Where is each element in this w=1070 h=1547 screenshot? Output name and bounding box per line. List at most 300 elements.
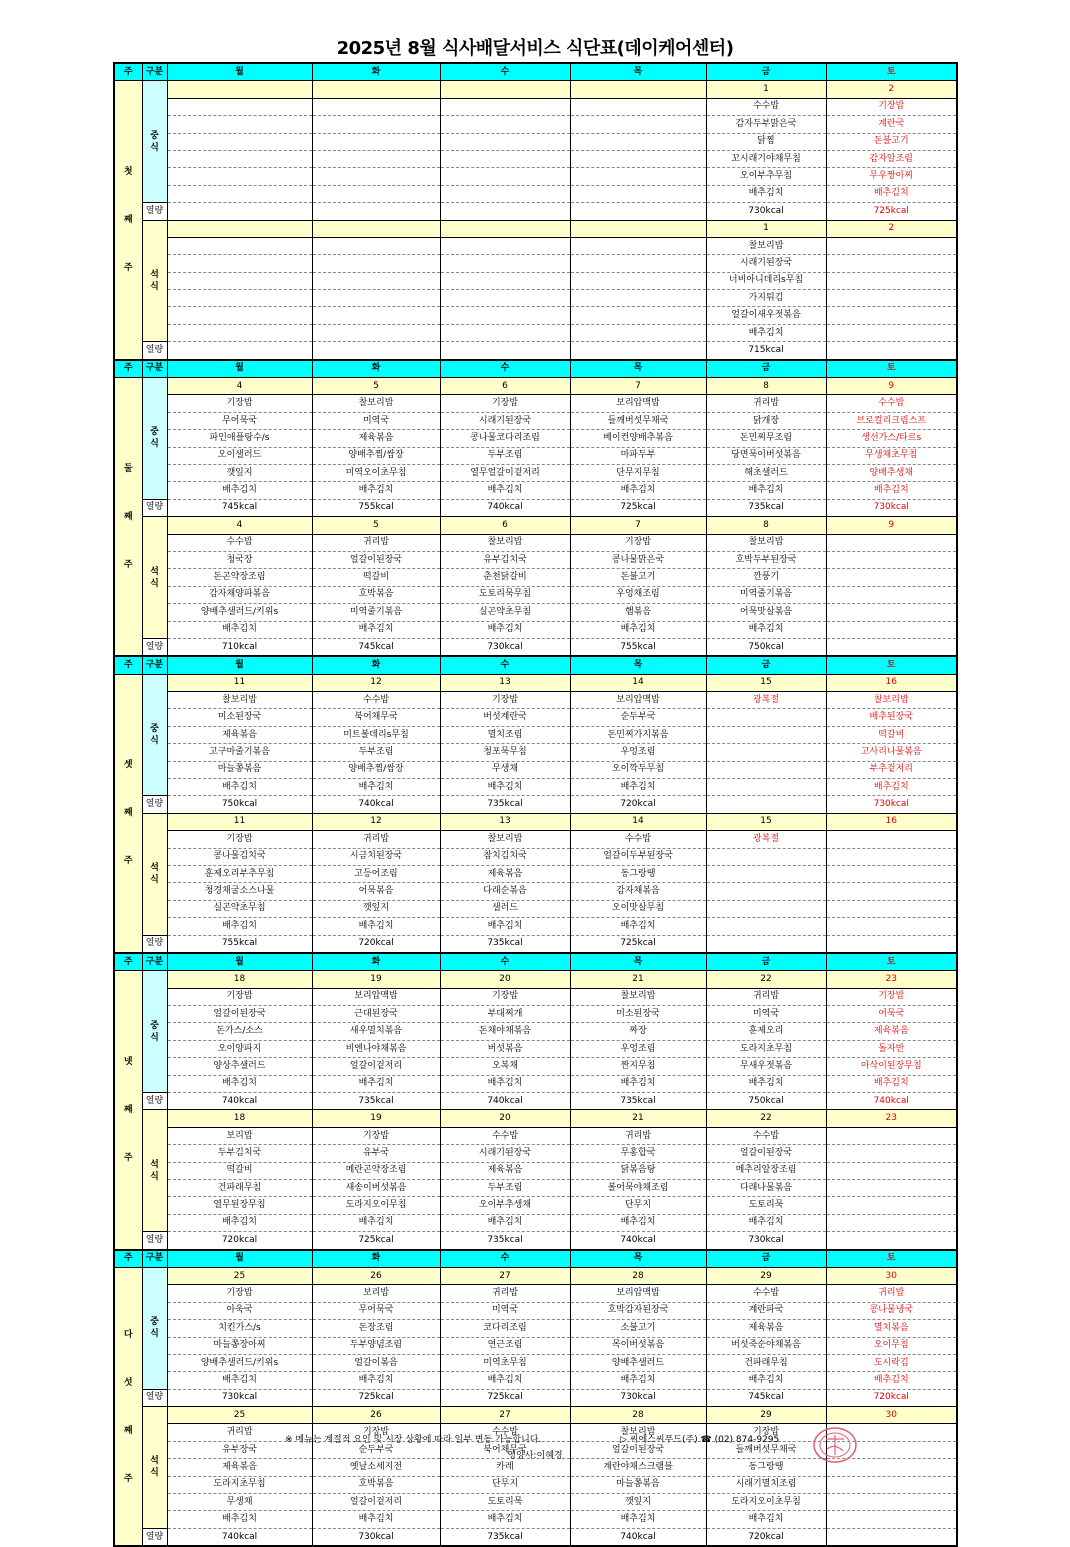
menu-cell: 찰보리밥 [570, 1424, 706, 1441]
header-week: 주 [114, 953, 142, 971]
menu-cell: 보리압맥밥 [312, 988, 440, 1005]
menu-cell: 배추김치 [312, 918, 440, 935]
kcal-cell [826, 935, 957, 953]
week-header-row [114, 63, 957, 81]
menu-cell: 볼어묵야채조림 [570, 1180, 706, 1197]
date-cell: 18 [167, 1110, 312, 1127]
menu-cell: 아욱국 [167, 1302, 312, 1319]
menu-cell: 찰보리밥 [167, 692, 312, 709]
header-day: 토 [826, 656, 957, 674]
lunch-date-row [114, 378, 957, 395]
header-day: 목 [570, 1250, 706, 1268]
header-day: 월 [167, 656, 312, 674]
menu-cell: 호박볶음 [312, 586, 440, 603]
menu-cell [570, 255, 706, 272]
menu-cell: 닭개장 [706, 412, 826, 429]
seal-stamp-icon [812, 1425, 858, 1465]
kcal-cell: 730kcal [826, 499, 957, 516]
menu-cell: 파인애플탕수/s [167, 430, 312, 447]
menu-cell: 귀리밥 [440, 1285, 570, 1302]
header-day: 월 [167, 1250, 312, 1268]
kcal-cell: 710kcal [167, 638, 312, 656]
menu-cell: 귀리밥 [826, 1285, 957, 1302]
menu-cell: 무홍합국 [570, 1145, 706, 1162]
week-header-row [114, 360, 957, 378]
date-cell: 19 [312, 1110, 440, 1127]
menu-cell [826, 1127, 957, 1144]
date-cell: 21 [570, 971, 706, 988]
menu-cell: 오이부추생채 [440, 1197, 570, 1214]
date-cell: 20 [440, 1110, 570, 1127]
menu-cell: 찰보리밥 [440, 831, 570, 848]
menu-cell: 배추김치 [312, 1372, 440, 1389]
date-cell: 11 [167, 674, 312, 691]
header-day: 토 [826, 1250, 957, 1268]
menu-cell: 단무지무침 [570, 464, 706, 481]
menu-cell: 기장밥 [440, 395, 570, 412]
menu-cell: 오이양파지 [167, 1040, 312, 1057]
menu-cell: 돈채야채볶음 [440, 1023, 570, 1040]
menu-cell [570, 290, 706, 307]
menu-cell [312, 290, 440, 307]
lunch-label: 중 식 [142, 971, 167, 1093]
menu-cell: 얼갈이볶음 [312, 1354, 440, 1371]
menu-cell: 귀리밥 [312, 831, 440, 848]
menu-cell: 배추김치 [570, 1075, 706, 1092]
date-cell: 19 [312, 971, 440, 988]
menu-cell: 두부조림 [312, 744, 440, 761]
dinner-menu-row [114, 324, 957, 341]
menu-cell [312, 255, 440, 272]
menu-cell: 배추김치 [706, 482, 826, 499]
menu-cell [826, 848, 957, 865]
date-cell: 12 [312, 813, 440, 830]
menu-cell: 베이컨양배추볶음 [570, 430, 706, 447]
menu-cell: 얼갈이겉저리 [312, 1058, 440, 1075]
menu-cell: 호박볶음 [312, 1476, 440, 1493]
menu-cell: 기장밥 [167, 1285, 312, 1302]
menu-cell: 얼갈이겉저리 [312, 1494, 440, 1511]
menu-cell: 얼갈이된장국 [570, 1441, 706, 1458]
menu-cell: 호박감자된장국 [570, 1302, 706, 1319]
menu-cell [826, 1197, 957, 1214]
menu-cell: 도라지오이초무침 [706, 1494, 826, 1511]
lunch-label: 중 식 [142, 378, 167, 500]
lunch-menu-row [114, 709, 957, 726]
date-cell: 15 [706, 813, 826, 830]
menu-cell [826, 586, 957, 603]
week-header-row [114, 656, 957, 674]
menu-table [113, 62, 958, 1547]
menu-cell: 감자채양파볶음 [167, 586, 312, 603]
menu-cell: 아삭이된장무침 [826, 1058, 957, 1075]
header-day: 목 [570, 360, 706, 378]
menu-cell: 계란야채스크램블 [570, 1459, 706, 1476]
kcal-cell: 740kcal [440, 1093, 570, 1110]
menu-cell: 배추김치 [826, 185, 957, 202]
menu-cell: 광복절 [706, 831, 826, 848]
dinner-menu-row [114, 1476, 957, 1493]
date-cell: 26 [312, 1407, 440, 1424]
week-label: 다 섯 째 주 [114, 1267, 142, 1546]
lunch-menu-row [114, 98, 957, 115]
dinner-kcal-row [114, 638, 957, 656]
kcal-cell: 740kcal [167, 1093, 312, 1110]
date-cell: 2 [826, 81, 957, 98]
menu-cell: 훈제오리 [706, 1023, 826, 1040]
header-day: 금 [706, 63, 826, 81]
menu-cell: 귀리밥 [167, 1424, 312, 1441]
menu-cell [826, 831, 957, 848]
kcal-cell: 725kcal [312, 1389, 440, 1406]
date-cell: 27 [440, 1407, 570, 1424]
menu-cell: 근대된장국 [312, 1006, 440, 1023]
dinner-date-row [114, 1110, 957, 1127]
footer-company: ▷ 씨에스씨푸드(주) ☎ (02) 874-9295 [620, 1435, 780, 1445]
menu-body [114, 63, 957, 1546]
kcal-cell: 740kcal [570, 1232, 706, 1250]
week-label: 첫 째 주 [114, 81, 142, 360]
date-cell: 21 [570, 1110, 706, 1127]
menu-cell: 수수밥 [706, 98, 826, 115]
menu-cell: 배추김치 [167, 1372, 312, 1389]
menu-cell: 기장밥 [570, 534, 706, 551]
header-day: 화 [312, 360, 440, 378]
menu-cell: 열무된장무침 [167, 1197, 312, 1214]
date-cell [570, 81, 706, 98]
dinner-menu-row [114, 551, 957, 568]
menu-cell: 배추김치 [167, 482, 312, 499]
menu-cell [826, 1511, 957, 1528]
kcal-cell: 740kcal [570, 1528, 706, 1546]
menu-cell: 배추김치 [570, 779, 706, 796]
menu-cell: 귀리밥 [706, 988, 826, 1005]
kcal-cell: 740kcal [440, 499, 570, 516]
date-cell: 14 [570, 813, 706, 830]
kcal-cell: 730kcal [440, 638, 570, 656]
menu-cell: 제육볶음 [440, 865, 570, 882]
lunch-menu-row [114, 1023, 957, 1040]
menu-cell: 배추김치 [570, 918, 706, 935]
date-cell [440, 81, 570, 98]
kcal-cell: 720kcal [167, 1232, 312, 1250]
menu-cell: 배추김치 [706, 621, 826, 638]
menu-cell: 두부김치국 [167, 1145, 312, 1162]
dinner-label: 석 식 [142, 517, 167, 639]
menu-cell: 미소된장국 [570, 1006, 706, 1023]
date-cell: 22 [706, 971, 826, 988]
menu-cell: 돈장조림 [312, 1320, 440, 1337]
menu-cell: 닭볶음탕 [570, 1162, 706, 1179]
menu-cell: 청포묵무침 [440, 744, 570, 761]
header-category: 구분 [142, 360, 167, 378]
menu-cell: 실곤약초무침 [440, 604, 570, 621]
menu-cell: 미역국 [312, 412, 440, 429]
menu-cell [826, 604, 957, 621]
kcal-cell [440, 342, 570, 360]
header-day: 화 [312, 953, 440, 971]
kcal-cell: 735kcal [440, 796, 570, 813]
menu-cell [167, 307, 312, 324]
kcal-cell [312, 342, 440, 360]
menu-cell: 제육볶음 [440, 1162, 570, 1179]
menu-cell [706, 761, 826, 778]
header-category: 구분 [142, 63, 167, 81]
dinner-menu-row [114, 831, 957, 848]
kcal-cell: 740kcal [312, 796, 440, 813]
menu-cell: 코다리조림 [440, 1320, 570, 1337]
kcal-label: 열량 [142, 342, 167, 360]
kcal-cell: 735kcal [440, 935, 570, 953]
menu-cell [167, 324, 312, 341]
menu-cell: 찰보리밥 [706, 534, 826, 551]
menu-cell [167, 150, 312, 167]
menu-cell: 얼갈이된장국 [312, 551, 440, 568]
menu-cell: 우엉채조림 [570, 586, 706, 603]
menu-cell: 돈불고기 [570, 569, 706, 586]
menu-cell: 수수밥 [167, 534, 312, 551]
dinner-menu-row [114, 1180, 957, 1197]
menu-cell: 다래나물볶음 [706, 1180, 826, 1197]
kcal-cell: 730kcal [312, 1528, 440, 1546]
menu-cell: 부대찌개 [440, 1006, 570, 1023]
menu-cell: 시래기된장국 [440, 1145, 570, 1162]
menu-cell: 양배추생채 [826, 464, 957, 481]
menu-cell [440, 185, 570, 202]
menu-cell: 배추김치 [167, 1214, 312, 1231]
menu-cell: 도라지초무침 [167, 1476, 312, 1493]
menu-cell: 찰보리밥 [570, 988, 706, 1005]
dinner-menu-row [114, 1127, 957, 1144]
kcal-cell: 720kcal [706, 1528, 826, 1546]
menu-cell: 찰보리밥 [826, 692, 957, 709]
date-cell: 7 [570, 378, 706, 395]
header-day: 수 [440, 1250, 570, 1268]
menu-cell: 배추김치 [440, 482, 570, 499]
lunch-menu-row [114, 1372, 957, 1389]
menu-cell: 돌자반 [826, 1040, 957, 1057]
lunch-menu-row [114, 1285, 957, 1302]
date-cell [312, 220, 440, 237]
menu-cell: 단무지 [440, 1476, 570, 1493]
menu-cell [826, 1145, 957, 1162]
date-cell: 9 [826, 517, 957, 534]
menu-cell: 시금치된장국 [312, 848, 440, 865]
menu-cell: 메추리알장조림 [706, 1162, 826, 1179]
lunch-menu-row [114, 395, 957, 412]
menu-cell: 유부국 [312, 1145, 440, 1162]
menu-cell: 무생채초무침 [826, 447, 957, 464]
header-day: 월 [167, 63, 312, 81]
header-week: 주 [114, 63, 142, 81]
menu-cell: 무우짱아찌 [826, 168, 957, 185]
menu-cell [826, 1476, 957, 1493]
menu-cell [570, 133, 706, 150]
menu-cell: 순두부국 [570, 709, 706, 726]
dinner-menu-row [114, 272, 957, 289]
header-day: 화 [312, 656, 440, 674]
menu-cell [440, 290, 570, 307]
dinner-menu-row [114, 290, 957, 307]
page-title: 2025년 8월 식사배달서비스 식단표(데이케어센터) [336, 38, 734, 59]
menu-cell [440, 98, 570, 115]
dinner-date-row [114, 1407, 957, 1424]
date-cell: 14 [570, 674, 706, 691]
menu-cell: 돈불고기 [826, 133, 957, 150]
menu-cell: 고사리나물볶음 [826, 744, 957, 761]
menu-cell: 미소된장국 [167, 709, 312, 726]
menu-cell: 미역국 [706, 1006, 826, 1023]
kcal-cell [440, 203, 570, 220]
footer-dietitian: 영양사:이혜경 [507, 1451, 563, 1461]
kcal-cell: 755kcal [312, 499, 440, 516]
menu-cell: 마늘쫑장아찌 [167, 1337, 312, 1354]
kcal-label: 열량 [142, 796, 167, 813]
menu-cell: 양배추샐러드 [570, 1354, 706, 1371]
kcal-label: 열량 [142, 638, 167, 656]
menu-cell: 새송이버섯볶음 [312, 1180, 440, 1197]
header-day: 목 [570, 953, 706, 971]
lunch-menu-row [114, 779, 957, 796]
date-cell: 7 [570, 517, 706, 534]
menu-cell [312, 307, 440, 324]
kcal-cell [167, 203, 312, 220]
menu-cell: 떡갈비 [826, 726, 957, 743]
menu-cell: 얼갈이두부된장국 [570, 848, 706, 865]
header-category: 구분 [142, 953, 167, 971]
dinner-label: 석 식 [142, 220, 167, 342]
menu-cell: 기장밥 [312, 1424, 440, 1441]
menu-cell: 열무얼갈이겉저리 [440, 464, 570, 481]
menu-cell: 양배추샐러드/키위s [167, 604, 312, 621]
menu-cell: 훈제오리부추무침 [167, 865, 312, 882]
date-cell: 16 [826, 674, 957, 691]
dinner-menu-row [114, 865, 957, 882]
menu-cell: 양상추샐러드 [167, 1058, 312, 1075]
menu-cell: 오이부추무침 [706, 168, 826, 185]
menu-cell: 무어묵국 [167, 412, 312, 429]
menu-cell: 버섯죽순야채볶음 [706, 1337, 826, 1354]
menu-cell [826, 569, 957, 586]
menu-cell: 시래기된장국 [706, 255, 826, 272]
date-cell: 8 [706, 378, 826, 395]
menu-cell: 멸치조림 [440, 726, 570, 743]
menu-cell: 오복채 [440, 1058, 570, 1075]
menu-cell: 청국장 [167, 551, 312, 568]
menu-cell: 배추김치 [706, 324, 826, 341]
dinner-menu-row [114, 586, 957, 603]
menu-cell [706, 883, 826, 900]
menu-cell: 무생채 [167, 1494, 312, 1511]
lunch-menu-row [114, 150, 957, 167]
kcal-cell: 735kcal [312, 1093, 440, 1110]
menu-cell [826, 918, 957, 935]
menu-cell: 우엉조림 [570, 1040, 706, 1057]
menu-cell [167, 290, 312, 307]
kcal-cell [826, 638, 957, 656]
kcal-cell: 735kcal [440, 1232, 570, 1250]
menu-cell: 떡갈비 [312, 569, 440, 586]
date-cell [312, 81, 440, 98]
kcal-cell [826, 1528, 957, 1546]
header-day: 금 [706, 360, 826, 378]
menu-cell: 무어묵국 [312, 1302, 440, 1319]
menu-cell [312, 116, 440, 133]
menu-cell: 샐러드 [440, 900, 570, 917]
menu-cell: 보리압맥밥 [570, 692, 706, 709]
menu-cell: 버섯계란국 [440, 709, 570, 726]
menu-cell [706, 709, 826, 726]
menu-cell: 깐풍기 [706, 569, 826, 586]
menu-cell: 들깨버섯무채국 [570, 412, 706, 429]
lunch-menu-row [114, 988, 957, 1005]
date-cell [167, 81, 312, 98]
menu-cell: 배추김치 [706, 1214, 826, 1231]
menu-cell: 돈가스/소스 [167, 1023, 312, 1040]
menu-cell [440, 272, 570, 289]
menu-cell: 시래기멸치조림 [706, 1476, 826, 1493]
menu-cell [570, 237, 706, 254]
date-cell: 4 [167, 378, 312, 395]
date-cell: 5 [312, 378, 440, 395]
footer-note: ※ 메뉴는 계절적 요인 및 시장 상황에 따라 일부 변동 가능합니다. [285, 1435, 542, 1445]
lunch-menu-row [114, 1302, 957, 1319]
menu-cell: 배추김치 [440, 918, 570, 935]
menu-cell: 계란국 [826, 116, 957, 133]
menu-cell: 계란파국 [706, 1302, 826, 1319]
menu-cell: 감자두부맑은국 [706, 116, 826, 133]
menu-cell: 보리밥 [312, 1285, 440, 1302]
dinner-kcal-row [114, 935, 957, 953]
kcal-cell: 755kcal [167, 935, 312, 953]
menu-cell [167, 255, 312, 272]
menu-cell: 치킨가스/s [167, 1320, 312, 1337]
menu-cell: 배추김치 [440, 1372, 570, 1389]
lunch-menu-row [114, 1354, 957, 1371]
dinner-menu-row [114, 1162, 957, 1179]
menu-cell: 카레 [440, 1459, 570, 1476]
menu-cell: 수수밥 [706, 1127, 826, 1144]
menu-cell: 기장밥 [440, 692, 570, 709]
menu-cell: 배추김치 [440, 621, 570, 638]
menu-cell: 버섯볶음 [440, 1040, 570, 1057]
lunch-menu-row [114, 1006, 957, 1023]
menu-cell: 찰보리밥 [706, 237, 826, 254]
menu-cell [570, 168, 706, 185]
menu-cell: 돈민찌가지볶음 [570, 726, 706, 743]
menu-cell: 얼갈이새우젓볶음 [706, 307, 826, 324]
kcal-label: 열량 [142, 203, 167, 220]
menu-cell: 멸치볶음 [826, 1320, 957, 1337]
dinner-menu-row [114, 848, 957, 865]
date-cell: 18 [167, 971, 312, 988]
kcal-cell: 730kcal [706, 1232, 826, 1250]
date-cell: 4 [167, 517, 312, 534]
kcal-label: 열량 [142, 935, 167, 953]
menu-cell: 춘천닭갈비 [440, 569, 570, 586]
menu-cell [706, 744, 826, 761]
menu-cell: 도시락김 [826, 1354, 957, 1371]
header-day: 목 [570, 656, 706, 674]
kcal-label: 열량 [142, 1232, 167, 1250]
header-day: 수 [440, 360, 570, 378]
kcal-cell: 725kcal [570, 499, 706, 516]
date-cell: 29 [706, 1407, 826, 1424]
lunch-menu-row [114, 447, 957, 464]
menu-cell: 소불고기 [570, 1320, 706, 1337]
lunch-menu-row [114, 430, 957, 447]
kcal-cell: 740kcal [167, 1528, 312, 1546]
